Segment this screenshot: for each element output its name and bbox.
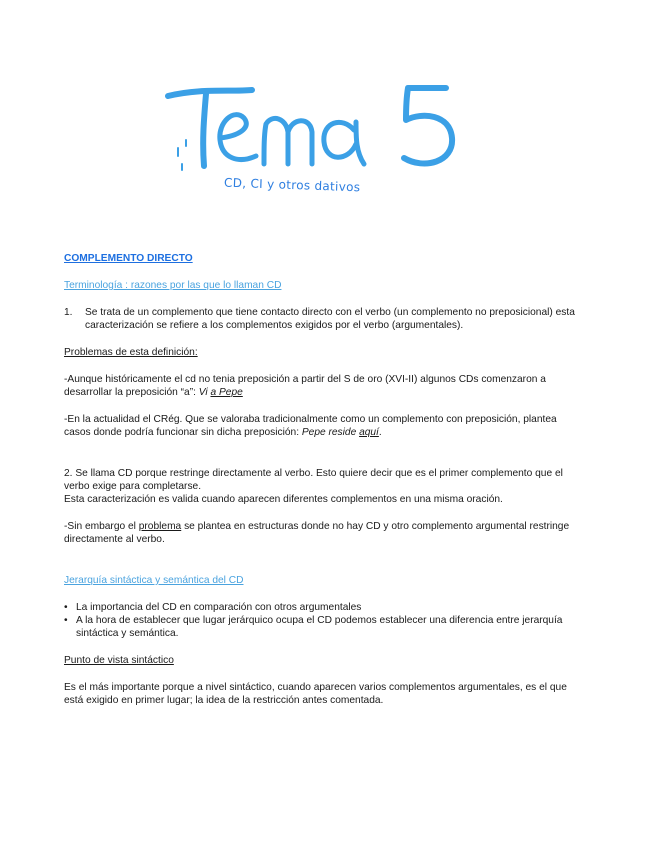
problem-2-text: -En la actualidad el CRég. Que se valoraba tradicionalmente como un complemento con preposición, plantea casos donde podría funcionar sin dicha preposición:: [64, 414, 557, 438]
problem-2: [64, 413, 584, 439]
problem-word: problema: [138, 521, 182, 532]
hierarchy-link[interactable]: Jerarquía sintáctica y semántica del CD: [64, 575, 244, 586]
item-2-line-1: 2. Se llama CD porque restringe directamente al verbo. Esto quiere decir que es el primer complemento que el verbo exige para completarse.: [64, 468, 563, 492]
problem-1-text: -Aunque históricamente el cd no tenia preposición a partir del S de oro (XVI-II) algunos CDs comenzaron a desarrollar la preposición “a”:: [64, 374, 546, 398]
problem-3: [64, 520, 584, 546]
example-pepe-reside: Pepe reside: [301, 427, 360, 438]
problems-heading: Problemas de esta definición:: [64, 347, 198, 358]
problem-1: [64, 373, 584, 399]
syntactic-text: Es el más importante porque a nivel sintáctico, cuando aparecen varios complementos argumentales, es el que está exigido en primer lugar; la idea de la restricción antes comentada.: [64, 682, 567, 706]
handwritten-title: [160, 78, 470, 178]
terminology-link[interactable]: Terminología : razones por las que lo llaman CD: [64, 280, 282, 291]
item-2-line-2: Esta caracterización es valida cuando aparecen diferentes complementos en una misma oración.: [64, 494, 503, 505]
subtitle: CD, CI y otros dativos: [223, 175, 361, 195]
title-area: [0, 0, 648, 230]
numbered-item-1: [64, 306, 584, 332]
bullet-text: A la hora de establecer que lugar jerárquico ocupa el CD podemos establecer una diferencia entre jerarquía sintáctica y semántica.: [76, 615, 563, 639]
bullet-text: La importancia del CD en comparación con otros argumentales: [76, 602, 362, 613]
example-aqui: aquí: [359, 427, 379, 438]
example-a-pepe: a Pepe: [210, 387, 243, 398]
problem-3-c: se plantea en estructuras donde no hay CD y otro complemento argumental restringe directamente al verbo.: [64, 521, 570, 545]
document-content: [64, 252, 584, 721]
item-number: 1.: [64, 307, 73, 318]
item-text: Se trata de un complemento que tiene contacto directo con el verbo (un complemento no preposicional) esta caracterización se refiere a los complementos exigidos por el verbo (argumentales).: [85, 307, 575, 331]
list-item: • A la hora de establecer que lugar jerárquico ocupa el CD podemos establecer una diferencia entre jerarquía sintáctica y semántica.: [64, 614, 584, 640]
problem-2-end: .: [378, 427, 382, 438]
section-title: COMPLEMENTO DIRECTO: [64, 253, 193, 264]
problem-3-a: -Sin embargo el: [64, 521, 139, 532]
example-vi: Vi: [198, 387, 211, 398]
bullet-list: [64, 601, 584, 640]
numbered-item-2: [64, 467, 584, 506]
list-item: • La importancia del CD en comparación con otros argumentales: [64, 602, 362, 613]
syntactic-heading: Punto de vista sintáctico: [64, 655, 174, 666]
